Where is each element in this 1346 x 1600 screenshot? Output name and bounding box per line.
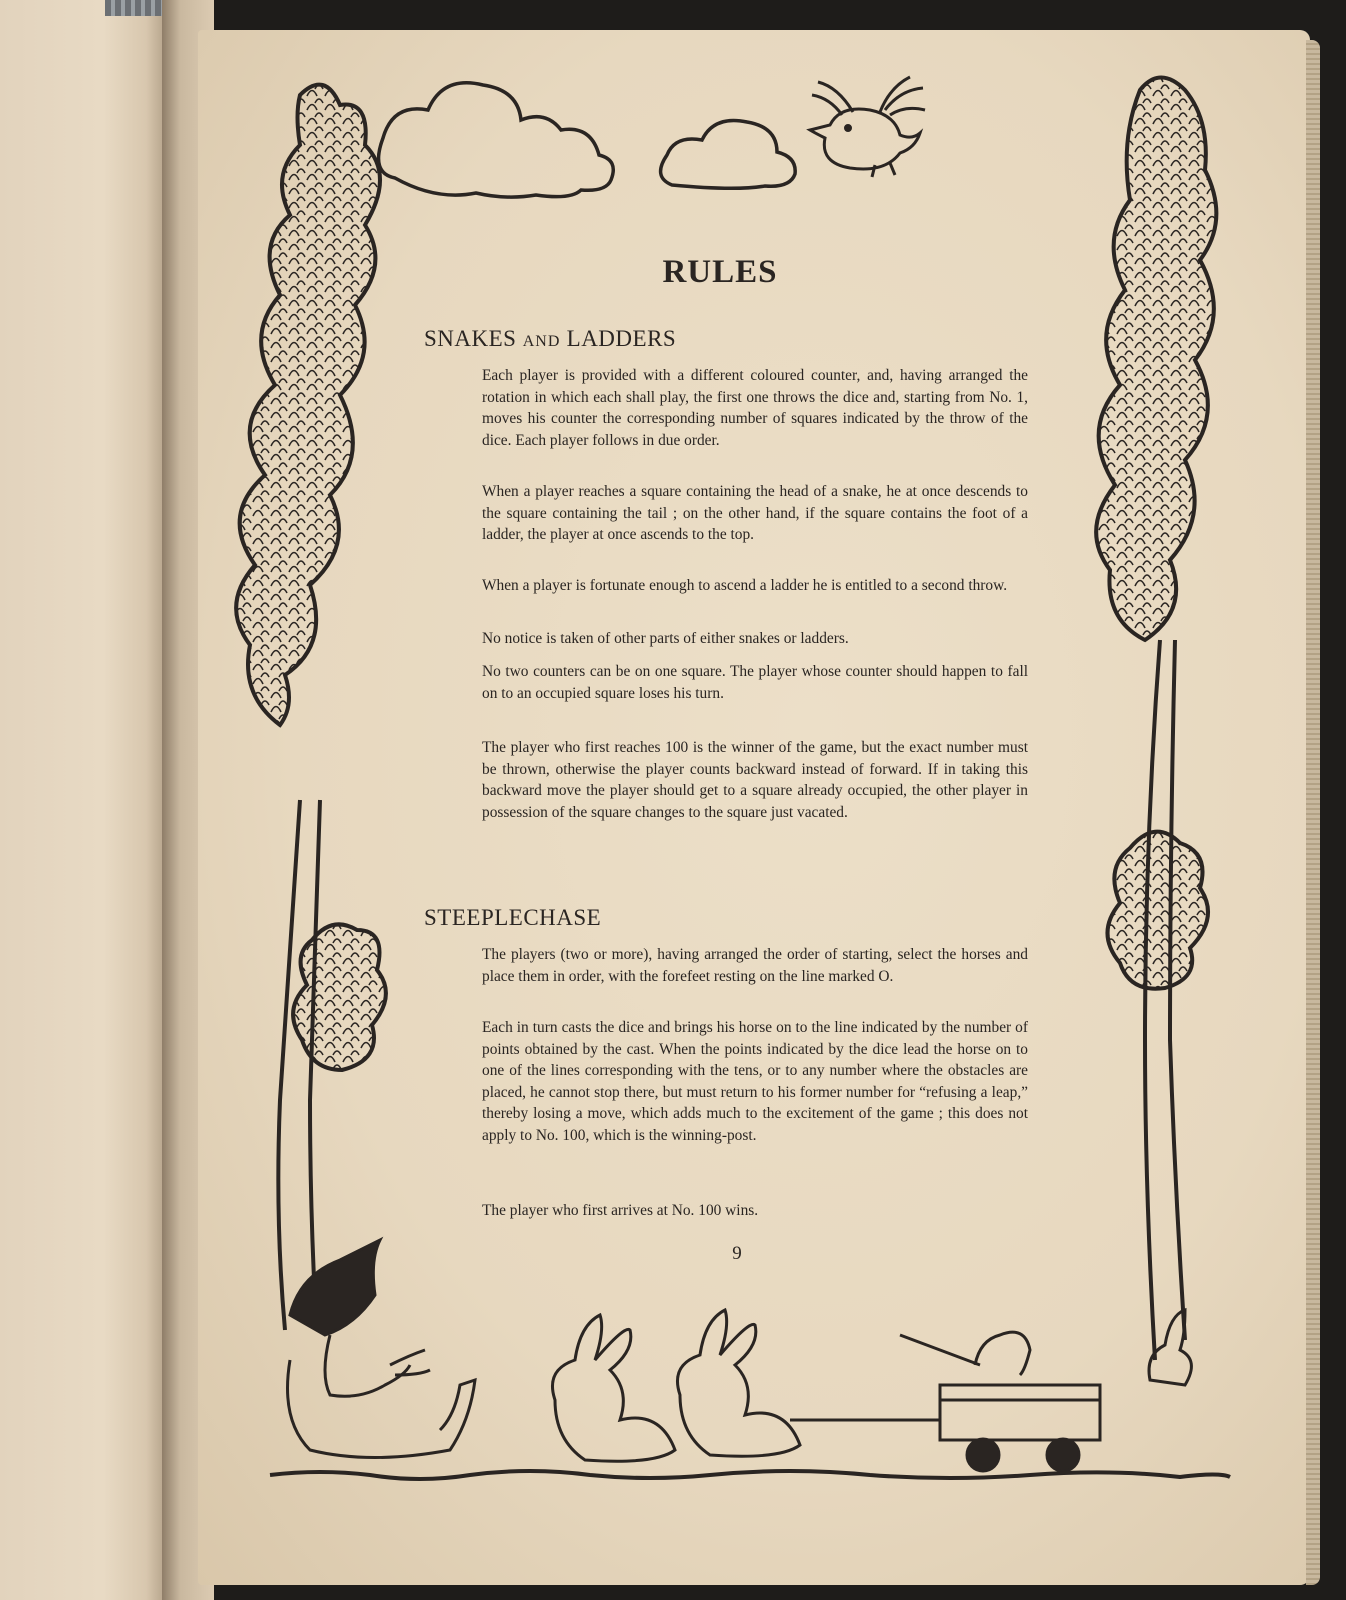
heading-word: AND <box>522 333 561 350</box>
cloud-icon <box>379 83 796 197</box>
paragraph: Each player is provided with a different coloured counter, and, having arranged the rotation in which each shall play, the first one throws the dice and, starting from No. 1, moves his counter the corresponding number of squares indicated by the throw of the dice. Each player follows in due order. <box>482 367 1028 449</box>
tree-icon <box>236 85 386 1330</box>
paragraph: When a player is fortunate enough to ascend a ladder he is entitled to a second throw. <box>482 577 1008 594</box>
heading-word: LADDERS <box>566 326 677 351</box>
cart-icon <box>790 1332 1100 1471</box>
page-number: 9 <box>732 1243 742 1264</box>
page-title: RULES <box>662 254 778 290</box>
paragraph: The players (two or more), having arranged the order of starting, select the horses and place them in order, with the forefeet resting on the line marked O. <box>482 946 1028 985</box>
section-heading-steeplechase: STEEPLECHASE <box>424 905 602 930</box>
paragraph: No two counters can be on one square. The player whose counter should happen to fall on to an occupied square loses his turn. <box>482 663 1028 702</box>
paragraph: Each in turn casts the dice and brings his horse on to the line indicated by the number of points obtained by the cast. When the points indicated by the dice lead the horse on to one of the lines corresponding with the tens, or to any number where the obstacles are placed, he cannot stop there, but must return to his former number for “refusing a leap,” thereby losing a move, which adds much to the excitement of the game ; this does not apply to No. 100, which is the winning-post. <box>482 1019 1028 1144</box>
paragraph: When a player reaches a square containing the head of a snake, he at once descends to the square containing the tail ; on the other hand, if the square contains the foot of a ladder, the player at once ascends to the top. <box>482 483 1028 543</box>
heading-word: SNAKES <box>424 326 517 351</box>
elf-icon <box>288 1240 476 1458</box>
section-heading-snakes-and-ladders <box>424 326 676 352</box>
tree-icon <box>1096 78 1216 1361</box>
bird-icon <box>810 77 925 177</box>
paragraph: No notice is taken of other parts of either snakes or ladders. <box>482 630 849 647</box>
paragraph: The player who first arrives at No. 100 wins. <box>482 1202 759 1219</box>
ground-line <box>270 1471 1230 1479</box>
paragraph: The player who first reaches 100 is the winner of the game, but the exact number must be thrown, otherwise the player counts backward instead of forward. If in taking this backward move the player should get to a square already occupied, the other player in possession of the square changes to the square just vacated. <box>482 739 1028 821</box>
